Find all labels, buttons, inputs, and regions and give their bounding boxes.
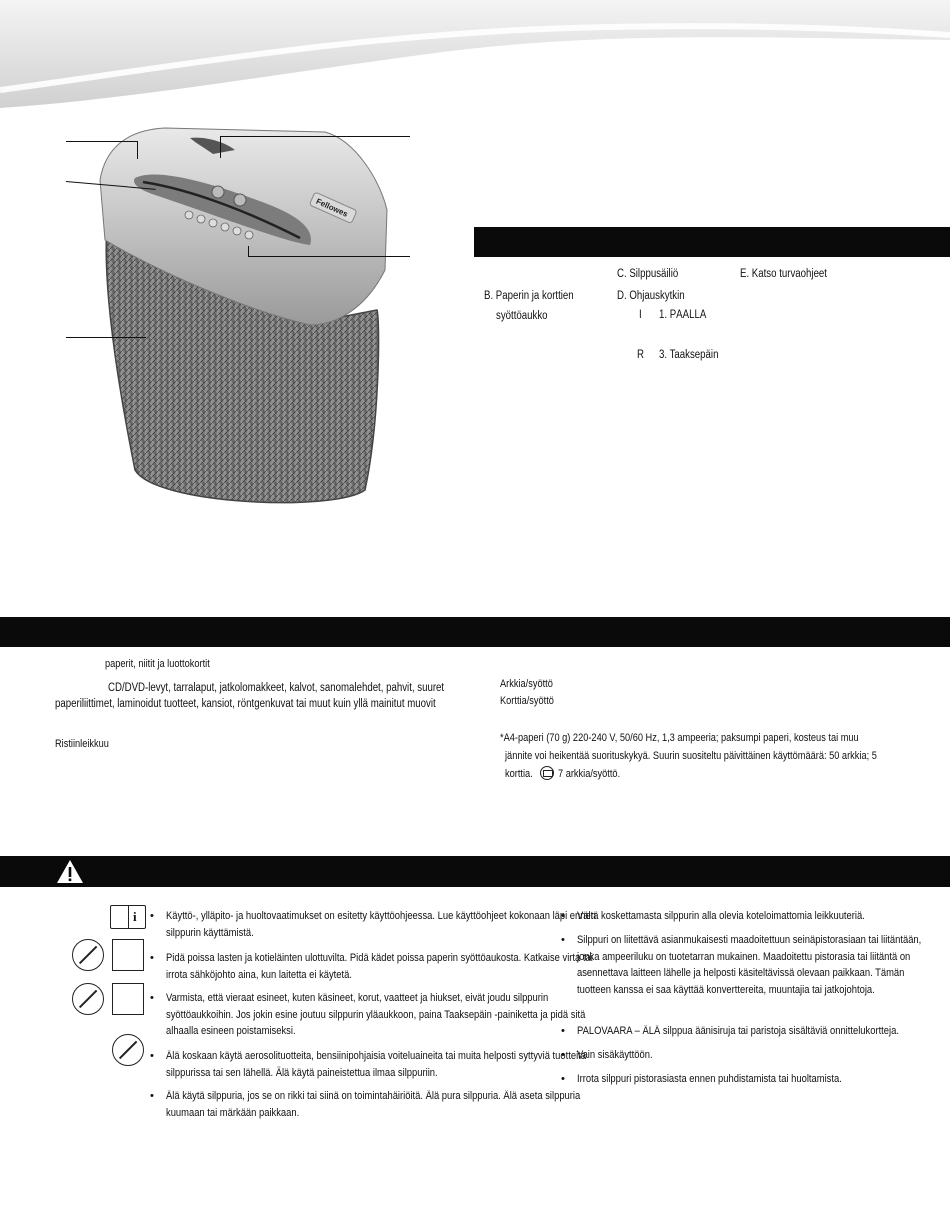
callout-line-a-drop [137, 141, 138, 159]
warning-triangle-icon [56, 859, 84, 884]
read-manual-icon: i [110, 905, 146, 929]
no-hands-icon [112, 983, 144, 1015]
unplug-icon [112, 939, 144, 971]
callout-line-d-drop [248, 246, 249, 256]
legend-c: C. Silppusäiliö [617, 268, 679, 280]
capabilities-header-bar [0, 617, 950, 647]
callout-line-top-drop [220, 136, 221, 158]
shredder-product-image [95, 120, 395, 520]
cut-type: Ristiinleikkuu [55, 738, 109, 750]
shreds-text: paperit, niitit ja luottokortit [105, 658, 210, 670]
legend-d-rev: 3. Taaksepäin [659, 349, 719, 361]
safety-item: • Silppuri on liitettävä asianmukaisesti maadoitettuun seinäpistorasiaan tai liitäntään, jonka ampeeriluku on tuotetarran mukainen. Maadoitettu pistorasia tai liitäntä on asennettava laitteen lähelle ja helposti käsiteltävissä olevaan paikkaan. Tämän tuotteen kanssa ei saa käyttää konverttereita, muuntajia tai jatkojohtoja. [561, 932, 950, 1015]
no-children-icon [72, 939, 104, 971]
spec-note-line3a: korttia. [505, 768, 533, 780]
callout-line-top [220, 136, 410, 137]
card-icon [540, 766, 554, 780]
safety-item: • Pidä poissa lasten ja kotieläinten ulottuvilta. Pidä kädet poissa paperin syöttöaukosta. Katkaise virta tai irrota sähköjohto aina, kun laitetta ei käytetä. [150, 950, 611, 982]
safety-item: • Vältä koskettamasta silppurin alla olevia koteloimattomia leikkuuteriä. [561, 908, 950, 924]
callout-line-a [66, 141, 137, 142]
legend-e: E. Katso turvaohjeet [740, 268, 827, 280]
legend-d-on-key: I [639, 309, 642, 321]
spec-note-line2: jännite voi heikentää suorituskykyä. Suurin suositeltu päivittäinen käyttömäärä: 50 arkkia; 5 [505, 750, 877, 762]
spec-note-line3b: 7 arkkia/syöttö. [558, 768, 621, 780]
legend-b-line2: syöttöaukko [496, 310, 548, 322]
header-wave-graphic [0, 0, 950, 120]
safety-header-bar [0, 856, 950, 887]
legend-d-on: 1. PÄÄLLÄ [659, 309, 707, 321]
legend-d: D. Ohjauskytkin [617, 290, 685, 302]
safety-list-left [150, 908, 611, 1128]
safety-item: • Käyttö-, ylläpito- ja huoltovaatimukset on esitetty käyttöohjeessa. Lue käyttöohjeet kokonaan läpi ennen silppurin käyttämistä. [150, 908, 611, 942]
no-loose-items-icon [72, 983, 104, 1015]
safety-list-right [561, 908, 950, 1095]
safety-item: • Irrota silppuri pistorasiasta ennen puhdistamista tai huoltamista. [561, 1071, 950, 1087]
safety-item: • Varmista, että vieraat esineet, kuten käsineet, korut, vaatteet ja hiukset, eivät joudu silppurin syöttöaukkoihin. Jos jokin esine joutuu silppurin yläaukkoon, paina Taaksepäin -painiketta ja pidä sitä alhaalla esineen poistamiseksi. [150, 990, 611, 1040]
not-shred-line1: CD/DVD-levyt, tarralaput, jatkolomakkeet, kalvot, sanomalehdet, pahvit, suuret [108, 682, 445, 694]
safety-item: • Älä koskaan käytä aerosolituotteita, bensiinipohjaisia voiteluaineita tai muita helposti syttyviä tuotteita silppurissa tai sen lähellä. Älä käytä paineistettua ilmaa silppuriin. [150, 1048, 611, 1080]
safety-item: • PALOVAARA – ÄLÄ silppua äänisiruja tai paristoja sisältäviä onnittelukortteja. [561, 1023, 950, 1039]
safety-item: • Vain sisäkäyttöön. [561, 1047, 950, 1063]
spec-note-line1: *A4-paperi (70 g) 220-240 V, 50/60 Hz, 1,3 ampeeria; paksumpi paperi, kosteus tai muu [500, 732, 859, 744]
callout-line-d [248, 256, 410, 257]
brand-logo: Fellowes [314, 196, 350, 219]
legend-d-rev-key: R [637, 349, 644, 361]
safety-item: • Älä käytä silppuria, jos se on rikki tai siinä on toimintahäiriöitä. Älä pura silppuria. Älä aseta silppuria kuumaan tai märkään paikkaan. [150, 1088, 611, 1120]
sheets-per-pass: Arkkia/syöttö [500, 678, 553, 690]
parts-header-bar [474, 227, 950, 257]
not-shred-line2: paperiliittimet, laminoidut tuotteet, kansiot, röntgenkuvat tai muut kuin yllä mainitut muovit [55, 698, 436, 710]
legend-b-line1: B. Paperin ja korttien [484, 290, 574, 302]
no-aerosol-icon [112, 1034, 144, 1066]
cards-per-pass: Korttia/syöttö [500, 695, 554, 707]
callout-line-c [66, 337, 146, 338]
